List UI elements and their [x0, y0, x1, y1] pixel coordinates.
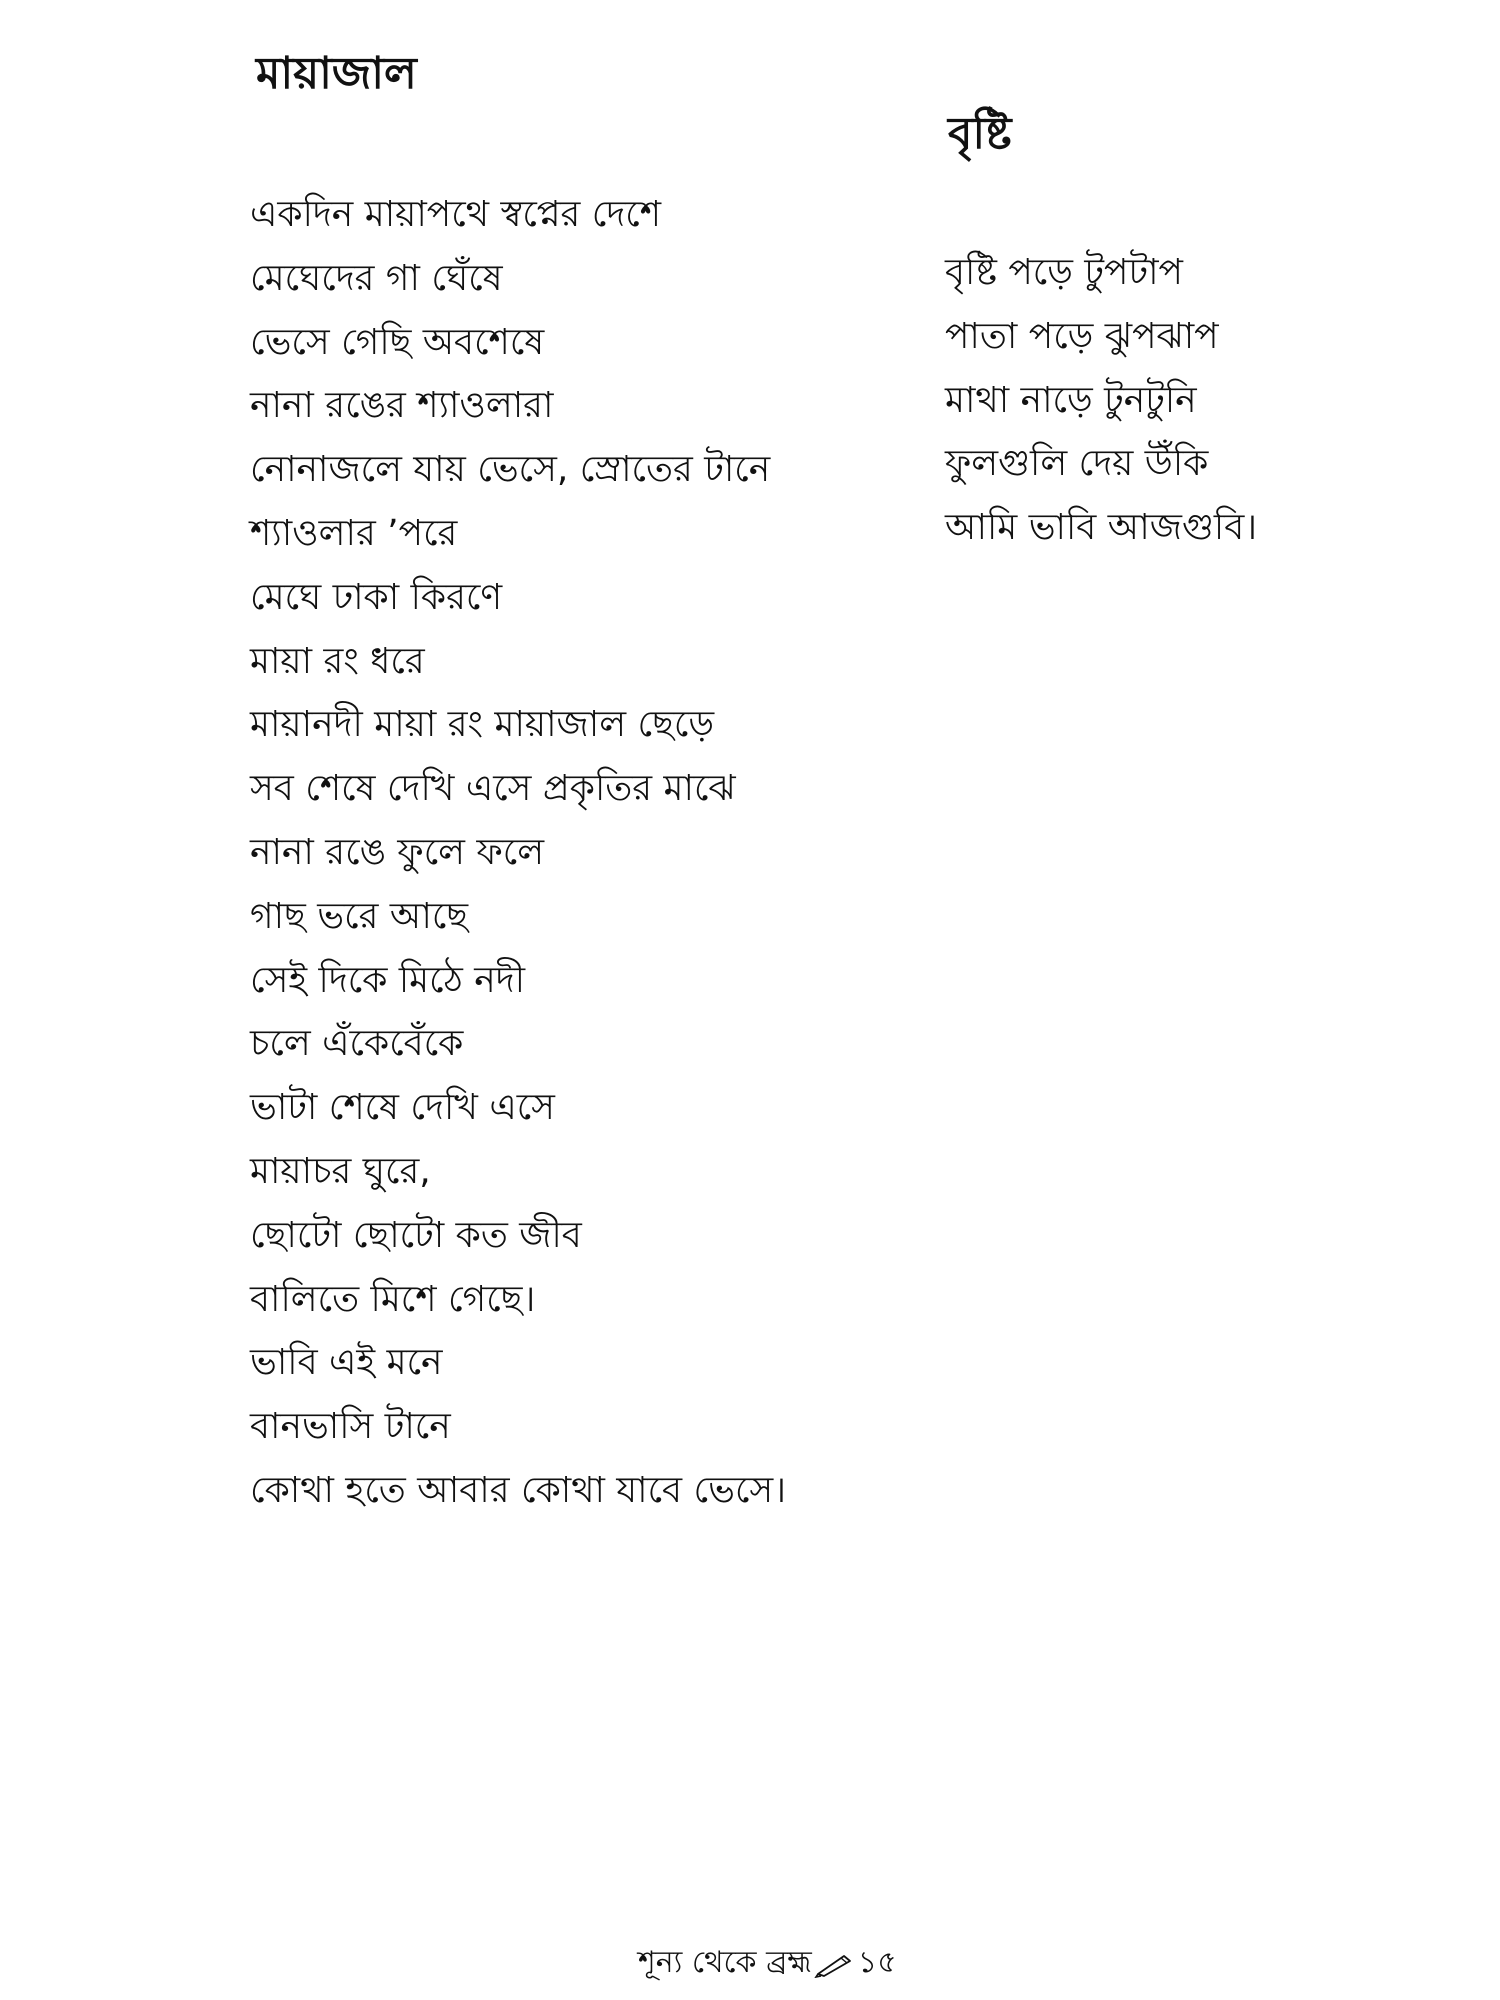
poem-line: ভাটা শেষে দেখি এসে	[250, 1087, 555, 1129]
poem-line: একদিন মায়াপথে স্বপ্নের দেশে	[250, 194, 662, 235]
poem-line: নানা রঙের শ্যাওলারা	[250, 385, 554, 427]
page-footer	[638, 1938, 897, 1989]
poem-line: আমি ভাবি আজগুবি।	[945, 507, 1258, 549]
poem-body-brishti	[945, 241, 1257, 560]
poem-line: মেঘেদের গা ঘেঁষে	[250, 257, 503, 299]
poem-line: ফুলগুলি দেয় উঁকি	[945, 443, 1209, 485]
poem-line: সব শেষে দেখি এসে প্রকৃতির মাঝে	[250, 768, 736, 810]
poem-title-brishti: বৃষ্টি	[948, 108, 1012, 159]
poem-line: ভাবি এই মনে	[250, 1342, 443, 1384]
poem-line: শ্যাওলার ’পরে	[250, 512, 458, 554]
poem-line: মাথা নাড়ে টুনটুনি	[945, 379, 1197, 421]
pen-icon	[814, 1951, 856, 1977]
poem-line: মায়াচর ঘুরে,	[250, 1150, 431, 1192]
poem-line: পাতা পড়ে ঝুপঝাপ	[945, 315, 1219, 357]
poem-line: বৃষ্টি পড়ে টুপটাপ	[945, 252, 1183, 293]
page-number: ১৫	[857, 1945, 897, 1980]
poem-line: মেঘে ঢাকা কিরণে	[250, 576, 503, 618]
poem-line: গাছ ভরে আছে	[250, 895, 469, 937]
poem-title-mayajal: মায়াজাল	[256, 48, 417, 99]
footer-book-title: শূন্য থেকে ব্রহ্ম	[638, 1945, 812, 1980]
poem-line: মায়া রং ধরে	[250, 640, 425, 682]
poem-line: নোনাজলে যায় ভেসে, স্রোতের টানে	[250, 449, 771, 491]
poem-line: নানা রঙে ফুলে ফলে	[250, 831, 545, 873]
poem-line: বানভাসি টানে	[250, 1406, 451, 1448]
poem-line: ছোটো ছোটো কত জীব	[250, 1214, 582, 1256]
poem-body-mayajal	[250, 183, 786, 1523]
poem-line: চলে এঁকেবেঁকে	[250, 1023, 464, 1065]
poem-line: বালিতে মিশে গেছে।	[250, 1278, 536, 1320]
poem-line: সেই দিকে মিঠে নদী	[250, 959, 526, 1001]
poem-line: কোথা হতে আবার কোথা যাবে ভেসে।	[250, 1469, 787, 1511]
poem-line: মায়ানদী মায়া রং মায়াজাল ছেড়ে	[250, 704, 715, 746]
poem-line: ভেসে গেছি অবশেষে	[250, 321, 545, 363]
